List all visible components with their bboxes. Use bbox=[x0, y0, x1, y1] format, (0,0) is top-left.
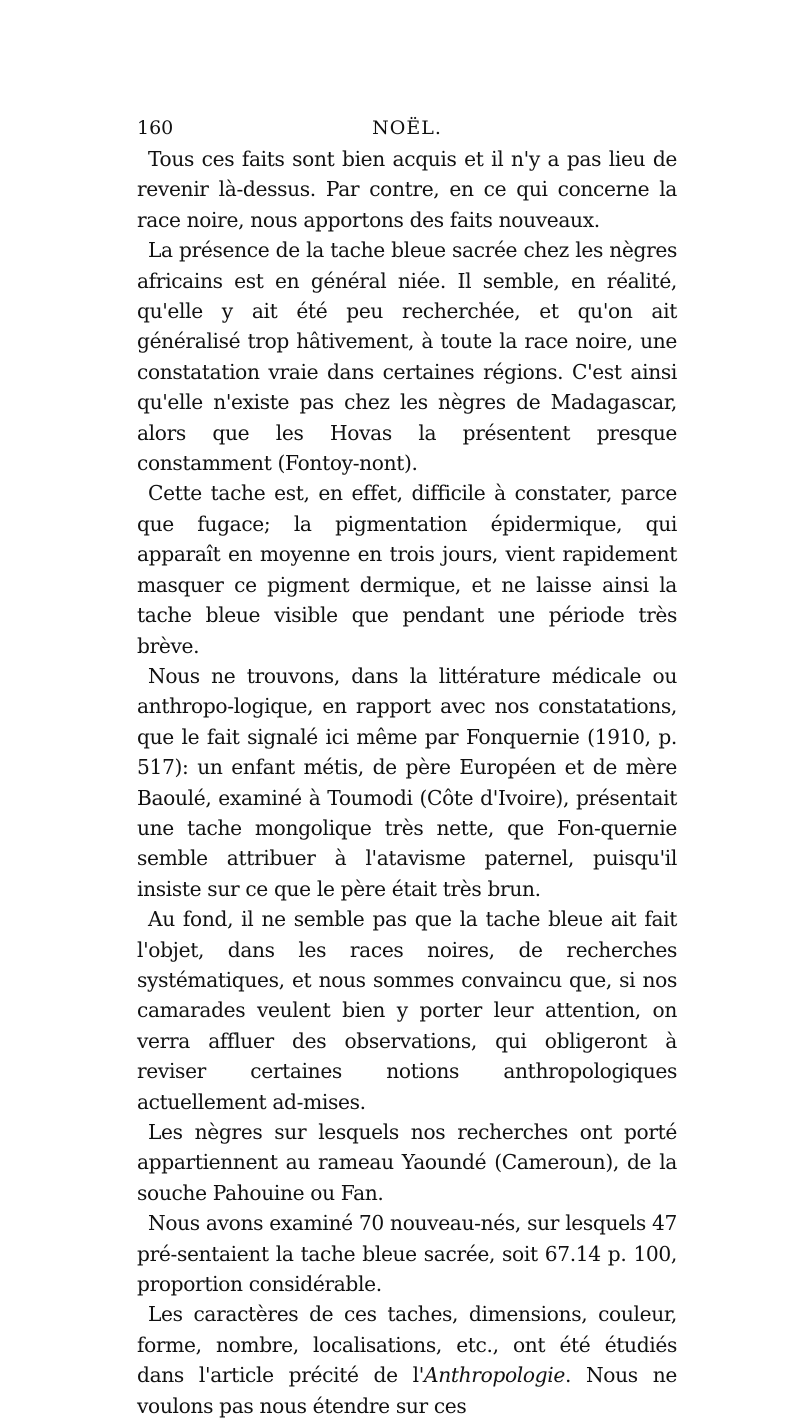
page-number: 160 bbox=[137, 117, 174, 139]
paragraph: Au fond, il ne semble pas que la tache bleue ait fait l'objet, dans les races noires, de recherches systématiques, et nous sommes convaincu que, si nos camarades veulent bien y porter leur attention, on verra affluer des observations, qui obligeront à reviser certaines notions anthropologiques actuellement ad-mises. bbox=[137, 907, 677, 1114]
paragraph-last bbox=[137, 1299, 677, 1421]
running-head: NOËL. bbox=[372, 117, 442, 139]
paragraph: Tous ces faits sont bien acquis et il n'y a pas lieu de revenir là-dessus. Par contre, en ce qui concerne la race noire, nous apportons des faits nouveaux. bbox=[137, 147, 677, 232]
paragraph: Cette tache est, en effet, difficile à constater, parce que fugace; la pigmentation épidermique, qui apparaît en moyenne en trois jours, vient rapidement masquer ce pigment dermique, et ne laisse ainsi la tache bleue visible que pendant une période très brève. bbox=[137, 481, 677, 658]
page-header bbox=[137, 112, 677, 144]
paragraph: Les nègres sur lesquels nos recherches ont porté appartiennent au rameau Yaoundé (Cameroun), de la souche Pahouine ou Fan. bbox=[137, 1120, 677, 1205]
paragraph: Nous avons examiné 70 nouveau-nés, sur lesquels 47 pré-sentaient la tache bleue sacrée, soit 67.14 p. 100, proportion considérable. bbox=[137, 1211, 677, 1297]
paragraph: Nous ne trouvons, dans la littérature médicale ou anthropo-logique, en rapport avec nos constatations, que le fait signalé ici même par Fonquernie (1910, p. 517): un enfant métis, de père Européen et de mère Baoulé, examiné à Toumodi (Côte d'Ivoire), présentait une tache mongolique très nette, que Fon-quernie semble attribuer à l'atavisme paternel, puisqu'il insiste sur ce que le père était très brun. bbox=[137, 663, 677, 901]
document-page bbox=[137, 112, 677, 1421]
body-text bbox=[137, 144, 677, 1421]
italic-title: Anthropologie bbox=[423, 1363, 565, 1388]
paragraph-text: . Nous ne voulons pas nous étendre sur ces bbox=[137, 1363, 677, 1418]
paragraph: La présence de la tache bleue sacrée chez les nègres africains est en général niée. Il semble, en réalité, qu'elle y ait été peu recherchée, et qu'on ait généralisé trop hâtivement, à toute la race noire, une constatation vraie dans certaines régions. C'est ainsi qu'elle n'existe pas chez les nègres de Madagascar, alors que les Hovas la présentent presque constamment (Fontoy-nont). bbox=[137, 238, 677, 476]
paragraph-text: Les caractères de ces taches, dimensions, couleur, forme, nombre, localisations, etc., ont été étudiés dans l'article précité de l' bbox=[137, 1302, 677, 1388]
